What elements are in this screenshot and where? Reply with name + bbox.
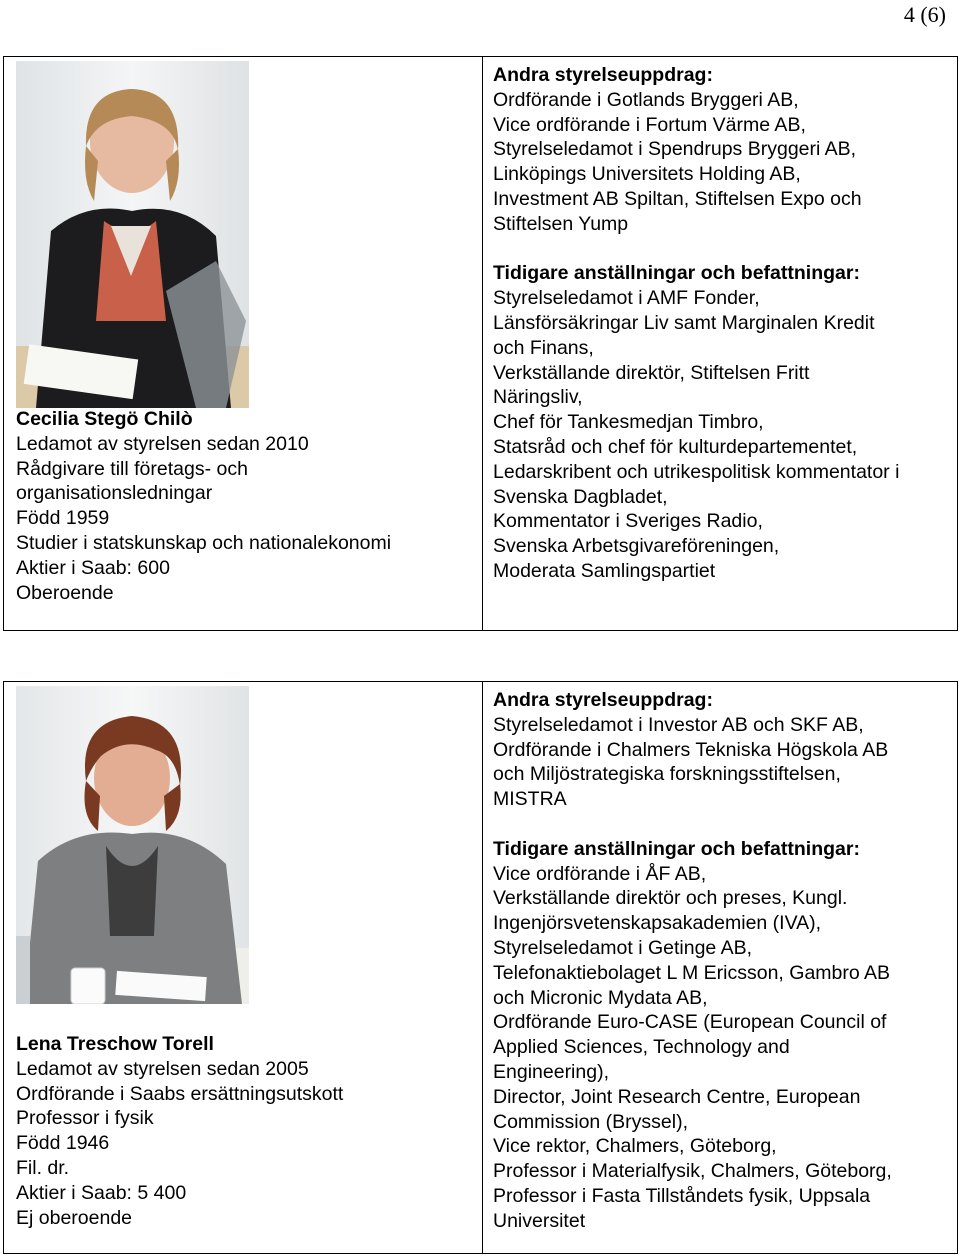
profile-name: Cecilia Stegö Chilò <box>16 408 193 430</box>
profile-card-2 <box>3 681 958 1254</box>
bio-line: Född 1946 <box>16 1132 110 1155</box>
profile-right-column <box>483 682 957 1253</box>
section-heading: Tidigare anställningar och befattningar: <box>493 837 860 860</box>
profile-left-column <box>4 57 483 630</box>
section-line: Ordförande i Gotlands Bryggeri AB, <box>493 88 799 111</box>
section-line: Styrelseledamot i Investor AB och SKF AB, <box>493 713 864 736</box>
previous-positions-section <box>493 837 949 1234</box>
bio-line: Ordförande i Saabs ersättningsutskott <box>16 1082 344 1105</box>
section-line: Telefonaktiebolaget L M Ericsson, Gambro AB <box>493 961 891 984</box>
section-line: Commission (Bryssel), <box>493 1110 689 1133</box>
section-line: Näringsliv, <box>493 386 583 409</box>
bio-line: Ledamot av styrelsen sedan 2010 <box>16 432 309 455</box>
profile-name: Lena Treschow Torell <box>16 1033 214 1055</box>
section-line: Professor i Fasta Tillståndets fysik, Uppsala <box>493 1184 871 1207</box>
page-number: 4 (6) <box>903 2 946 27</box>
section-line: Vice ordförande i Fortum Värme AB, <box>493 113 806 136</box>
section-line: Professor i Materialfysik, Chalmers, Göteborg, <box>493 1160 892 1183</box>
section-heading: Andra styrelseuppdrag: <box>493 64 713 86</box>
section-line: och Micronic Mydata AB, <box>493 986 708 1009</box>
section-line: Verkställande direktör och preses, Kungl. <box>493 887 848 910</box>
bio-line: Aktier i Saab: 5 400 <box>16 1181 187 1204</box>
section-line: Styrelseledamot i AMF Fonder, <box>493 287 760 310</box>
bio-line: Fil. dr. <box>16 1156 70 1179</box>
profile-card-1 <box>3 56 958 631</box>
bio-line: Ledamot av styrelsen sedan 2005 <box>16 1057 309 1080</box>
profile-bio <box>16 1032 474 1230</box>
section-line: Chef för Tankesmedjan Timbro, <box>493 411 764 434</box>
section-heading: Tidigare anställningar och befattningar: <box>493 262 860 285</box>
section-line: Applied Sciences, Technology and <box>493 1036 790 1059</box>
section-line: Statsråd och chef för kulturdepartementet, <box>493 435 858 458</box>
section-line: Ordförande Euro-CASE (European Council of <box>493 1011 887 1034</box>
section-line: Ordförande i Chalmers Tekniska Högskola AB <box>493 738 889 761</box>
section-line: Vice rektor, Chalmers, Göteborg, <box>493 1135 777 1158</box>
bio-line: Studier i statskunskap och nationalekonomi <box>16 531 392 554</box>
board-assignments-section <box>493 63 949 237</box>
bio-line: Professor i fysik <box>16 1107 154 1130</box>
section-line: Ledarskribent och utrikespolitisk kommentator i <box>493 460 900 483</box>
section-line: MISTRA <box>493 788 567 811</box>
bio-line: organisationsledningar <box>16 482 213 505</box>
section-line: Engineering), <box>493 1060 609 1083</box>
section-line: Svenska Arbetsgivareföreningen, <box>493 535 780 558</box>
section-line: Svenska Dagbladet, <box>493 485 668 508</box>
board-assignments-section <box>493 688 949 812</box>
section-line: Kommentator i Sveriges Radio, <box>493 510 763 533</box>
section-line: Styrelseledamot i Getinge AB, <box>493 936 753 959</box>
section-line: Stiftelsen Yump <box>493 212 629 235</box>
section-line: Vice ordförande i ÅF AB, <box>493 862 707 885</box>
section-line: Ingenjörsvetenskapsakademien (IVA), <box>493 912 822 935</box>
section-line: Moderata Samlingspartiet <box>493 559 716 582</box>
section-line: Linköpings Universitets Holding AB, <box>493 163 801 186</box>
section-line: och Miljöstrategiska forskningsstiftelsen, <box>493 763 841 786</box>
section-line: Universitet <box>493 1209 586 1232</box>
section-line: Director, Joint Research Centre, European <box>493 1085 861 1108</box>
bio-line: Ej oberoende <box>16 1206 133 1229</box>
section-line: Styrelseledamot i Spendrups Bryggeri AB, <box>493 138 857 161</box>
portrait-photo <box>16 61 249 408</box>
profile-right-column <box>483 57 957 630</box>
profile-bio <box>16 407 474 605</box>
section-line: Länsförsäkringar Liv samt Marginalen Kredit <box>493 311 875 334</box>
section-line: Verkställande direktör, Stiftelsen Fritt <box>493 361 810 384</box>
section-heading: Andra styrelseuppdrag: <box>493 689 713 711</box>
previous-positions-section <box>493 261 949 583</box>
section-line: Investment AB Spiltan, Stiftelsen Expo och <box>493 187 862 210</box>
bio-line: Född 1959 <box>16 507 110 530</box>
profile-left-column <box>4 682 483 1253</box>
section-line: och Finans, <box>493 336 594 359</box>
bio-line: Aktier i Saab: 600 <box>16 556 170 579</box>
portrait-photo <box>16 686 249 1004</box>
bio-line: Rådgivare till företags- och <box>16 457 248 480</box>
bio-line: Oberoende <box>16 581 114 604</box>
